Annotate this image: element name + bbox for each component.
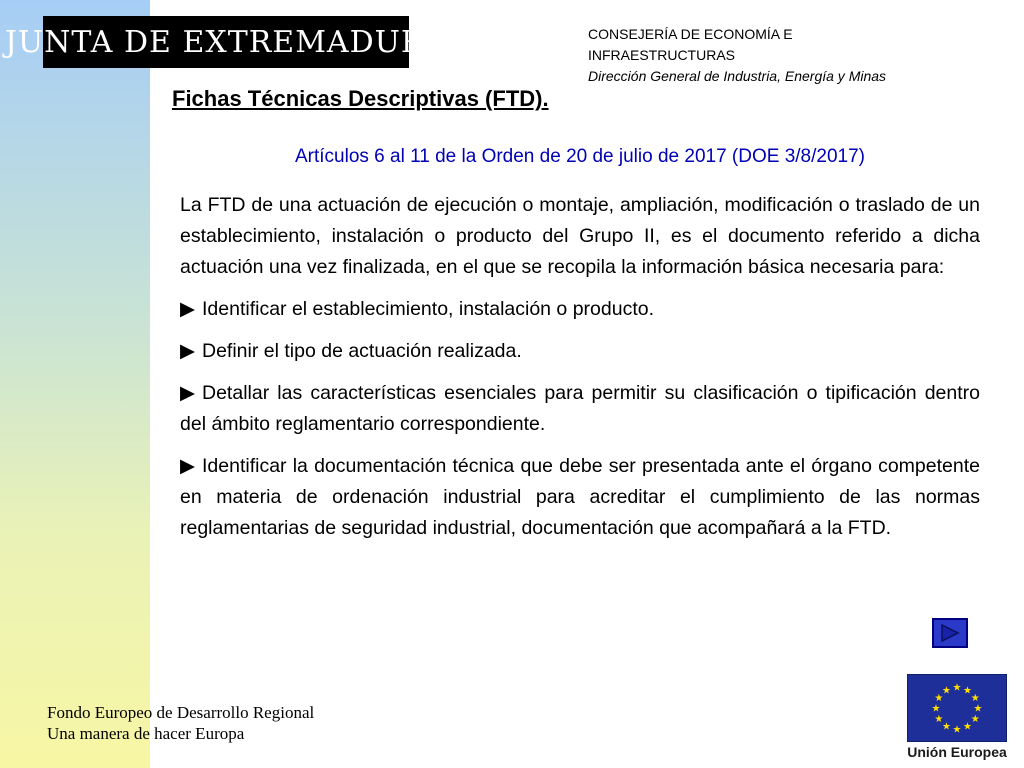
bullet-item bbox=[180, 378, 980, 440]
ministry-line-1: CONSEJERÍA DE ECONOMÍA E bbox=[588, 26, 793, 42]
bullet-text: Detallar las características esenciales para permitir su clasificación o tipificación dentro del ámbito reglamentario correspondiente. bbox=[180, 382, 980, 435]
ministry-header bbox=[588, 24, 1008, 87]
footer-line-1: Fondo Europeo de Desarrollo Regional bbox=[47, 703, 315, 722]
next-slide-button[interactable] bbox=[932, 618, 968, 648]
eu-star-icon: ★ bbox=[963, 685, 972, 697]
eu-star-icon: ★ bbox=[942, 721, 951, 733]
bullet-item bbox=[180, 451, 980, 544]
footer-line-2: Una manera de hacer Europa bbox=[47, 724, 245, 743]
slide-title: Fichas Técnicas Descriptivas (FTD). bbox=[172, 86, 549, 111]
junta-extremadura-logo bbox=[4, 16, 448, 68]
play-arrow-icon bbox=[939, 623, 961, 643]
logo-text: JUNTA DE EXTREMADURA bbox=[4, 24, 448, 60]
eu-star-icon: ★ bbox=[934, 693, 944, 704]
play-bullet-icon: ▶ bbox=[180, 382, 195, 404]
eu-star-icon: ★ bbox=[973, 703, 983, 715]
slide-body bbox=[180, 190, 980, 555]
eu-star-icon: ★ bbox=[963, 721, 972, 733]
play-bullet-icon: ▶ bbox=[180, 340, 195, 362]
eu-flag-icon bbox=[907, 674, 1007, 742]
ministry-line-2: INFRAESTRUCTURAS bbox=[588, 47, 736, 63]
side-gradient-band bbox=[0, 0, 150, 768]
directorate-line: Dirección General de Industria, Energía y Minas bbox=[588, 68, 887, 84]
eu-stars bbox=[908, 675, 1006, 741]
eu-star-icon: ★ bbox=[952, 682, 962, 694]
feder-footer bbox=[47, 702, 314, 744]
eu-star-icon: ★ bbox=[970, 714, 980, 725]
play-bullet-icon: ▶ bbox=[180, 298, 195, 320]
intro-paragraph: La FTD de una actuación de ejecución o montaje, ampliación, modificación o traslado de un establecimiento, instalación o producto del Grupo II, es el documento referido a dicha actuación una vez finalizada, en el que se recopila la información básica necesaria para: bbox=[180, 194, 980, 278]
bullet-text: Identificar el establecimiento, instalación o producto. bbox=[202, 298, 655, 320]
eu-star-icon: ★ bbox=[934, 714, 944, 725]
eu-star-icon: ★ bbox=[942, 685, 951, 697]
bullet-item bbox=[180, 294, 980, 325]
play-bullet-icon: ▶ bbox=[180, 455, 195, 477]
eu-star-icon: ★ bbox=[970, 693, 980, 704]
slide-subtitle: Artículos 6 al 11 de la Orden de 20 de julio de 2017 (DOE 3/8/2017) bbox=[294, 146, 865, 167]
bullet-text: Definir el tipo de actuación realizada. bbox=[202, 340, 522, 362]
eu-star-icon: ★ bbox=[952, 724, 962, 736]
bullet-item bbox=[180, 336, 980, 367]
eu-star-icon: ★ bbox=[931, 703, 941, 715]
eu-label: Unión Europea bbox=[907, 744, 1007, 760]
bullet-text: Identificar la documentación técnica que debe ser presentada ante el órgano competente en materia de ordenación industrial para acreditar el cumplimiento de las normas reglamentarias de seguridad industrial, documentación que acompañará a la FTD. bbox=[180, 455, 980, 539]
